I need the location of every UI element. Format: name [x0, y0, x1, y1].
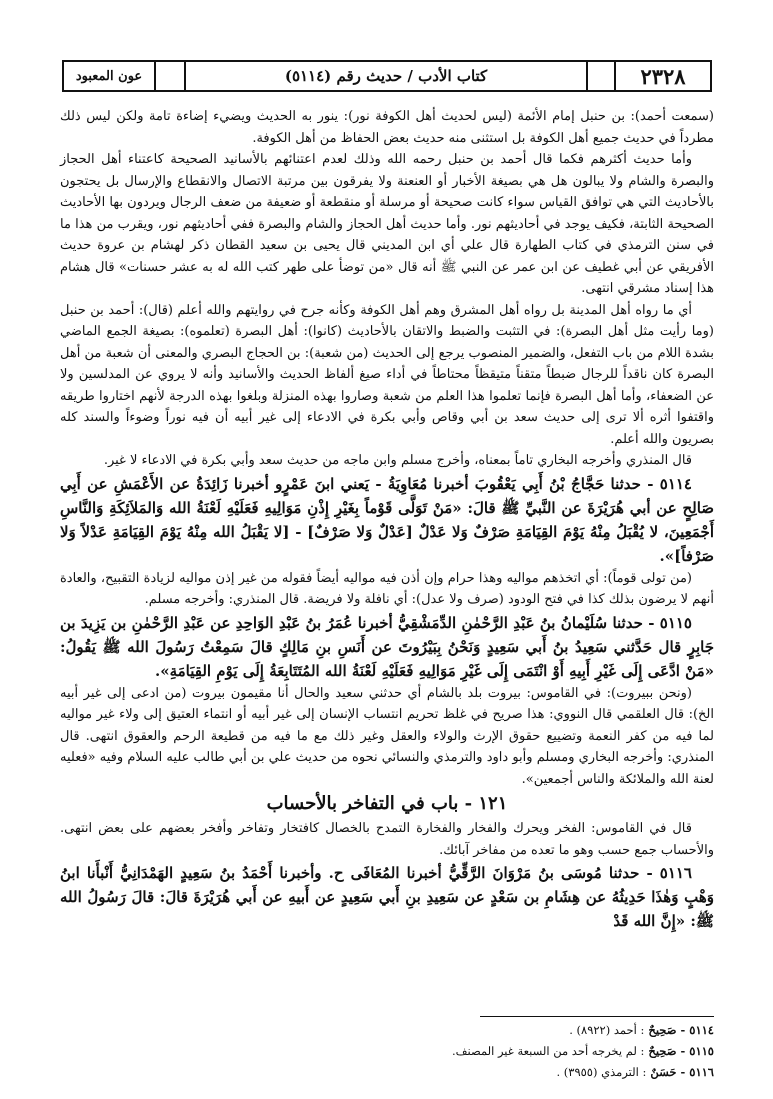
footnote-text: : لم يخرجه أحد من السبعة غير المصنف.	[451, 1044, 645, 1058]
hadith-5115: ٥١١٥ - حدثنا سُلَيْمانُ بنُ عَبْدِ الرَّحْمٰنِ الدِّمَشْقِيُّ أخبرنا عُمَرُ بنُ عَبْدِ الوَاحِدِ عن عَبْدِ الرَّحْمٰنِ بن يَزِيدَ بن جَابِرٍ قال حَدَّثني سَعِيدُ بنُ أَبي سَعِيدٍ وَنَحْنُ بِبَيْرُوتَ عن أَنَسِ بنِ مَالِكٍ قالَ سَمِعْتُ رَسُولَ الله ﷺ يَقُولُ: «مَنْ ادَّعَى إِلَى غَيْرِ أَبِيهِ أَوْ انْتَمَى إِلَى غَيْرِ مَوَالِيهِ فَعَلَيْهِ لَعْنَةُ الله المُتَتَابِعَةُ إِلَى يَوْمِ القِيَامَةِ».	[60, 613, 714, 680]
header-title: كتاب الأدب / حديث رقم (٥١١٤)	[184, 62, 586, 90]
footnote	[60, 1062, 714, 1083]
paragraph: وأما حديث أكثرهم فكما قال أحمد بن حنبل رحمه الله وذلك لعدم اعتنائهم بالأسانيد الصحيحة كاعتناء أهل الحجاز والبصرة والشام ولا يبالون هل هي بصيغة الأخبار أو العنعنة ولا يفرقون بين مرتبة الاتصال والانقطاع والإرسال بل يحتجون بالأحاديث التي هي توافق القياس سواء كانت صحيحة أو مرسلة أو منقطعة أو ضعيفة من ضعف الرجال ويردون بها الأحاديث الصحيحة الثابتة، فكيف يوجد في أحاديثهم نور. وأما حديث أهل الحجاز والشام والبصرة ففي أحاديثهم نور، ويقرب من هذا ما في سنن الترمذي في كتاب الطهارة قال علي أي ابن المديني قال يحيى بن سعيد القطان ذكر لهشام بن عروة حديث الأفريقي عن أبي غطيف عن ابن عمر عن النبي ﷺ أنه قال «من توضأ على طهر كتب الله له به عشر حسنات» قال هشام هذا إسناد مشرقي انتهى.	[60, 152, 714, 296]
footnote	[60, 1041, 714, 1062]
paragraph: (سمعت أحمد): بن حنبل إمام الأئمة (ليس لحديث أهل الكوفة نور): ينور به الحديث ويضيء إضاءة تامة ولكن ليس ذلك مطرداً في حديث جميع أهل الكوفة بل استثنى منه حديث بعض الحفاظ من أهل الكوفة.	[60, 109, 714, 146]
page-header	[62, 60, 712, 92]
hadith-5114: ٥١١٤ - حدثنا حَجَّاجُ بْنُ أَبِي يَعْقُوبَ أخبرنا مُعَاوِيَةُ - يَعني ابنَ عَمْرٍو أخبرنا زَائِدَةُ عن الأَعْمَشِ عن أَبِي صَالِحٍ عن أبي هُرَيْرَةَ عن النَّبيِّ ﷺ قالَ: «مَنْ تَوَلَّى قَوْماً بِغَيْرِ إِذْنِ مَوَالِيهِ فَعَلَيْهِ لَعْنَةُ الله وَالمَلاَئِكَةِ وَالنَّاسِ أَجْمَعِينَ، لا يُقْبَلُ مِنْهُ يَوْمَ القِيَامَةِ صَرْفٌ وَلا عَدْلٌ [عَدْلٌ وَلا صَرْفٌ] - [لا يَقْبَلُ الله مِنْهُ يَوْمَ القِيَامَةِ عَدْلاً وَلا صَرْفاً]».	[60, 474, 714, 565]
footnote-text: : أحمد (٨٩٢٢) .	[569, 1023, 645, 1037]
footnote	[60, 1020, 714, 1041]
footnotes	[60, 1020, 714, 1083]
footnote-number: ٥١١٦ -	[680, 1065, 714, 1079]
page-body	[60, 106, 714, 933]
footnote-divider	[480, 1016, 714, 1017]
header-divider	[586, 62, 614, 90]
chapter-title: ١٢١ - باب في التفاخر بالأحساب	[266, 793, 508, 814]
commentary-5115: (ونحن ببيروت): في القاموس: بيروت بلد بالشام أي حدثني سعيد والحال أنا مقيمون بيروت (من ادعى إلى غير أبيه الخ): قال العلقمي قال النووي: هذا صريح في غلظ تحريم انتساب الإنسان إلى غير أبيه أو انتماء العتيق إلى ولاء غير مواليه لما فيه من كفر النعمة وتضييع حقوق الإرث والولاء والعقل وغير ذلك مع ما فيه من قطيعة الرحم والعقوق انتهى. قال المنذري: وأخرجه البخاري ومسلم وأبو داود والترمذي والنسائي نحوه من حديث علي بن أبي طالب عليه السلام وفيه «فعليه لعنة الله والملائكة والناس أجمعين».	[60, 685, 714, 787]
footnote-number: ٥١١٤ -	[680, 1023, 714, 1037]
book-title: عون المعبود	[75, 68, 143, 84]
paragraph: قال المنذري وأخرجه البخاري تاماً بمعناه، وأخرج مسلم وابن ماجه من حديث سعد وأبي بكرة في الادعاء لا غير.	[103, 453, 692, 468]
chapter-commentary: قال في القاموس: الفخر ويحرك والفخار والفخارة التمدح بالخصال كافتخار وتفاخر وأفخر بعضهم على بعض انتهى. والأحساب جمع حسب وهو ما تعده من مفاخر آبائك.	[60, 821, 714, 858]
commentary-5114: (من تولى قوماً): أي اتخذهم مواليه وهذا حرام وإن أذن فيه مواليه أيضاً فقوله من غير إذن مواليه لزيادة التقبيح، والعادة أنهم لا يرضون بذلك كذا في فتح الودود (صرف ولا عدل): أي نافلة ولا فريضة. قال المنذري: وأخرجه مسلم.	[60, 570, 714, 607]
paragraph: أي ما رواه أهل المدينة بل رواه أهل المشرق وهم أهل الكوفة وكأنه جرح في روايتهم والله أعلم (قال): أحمد بن حنبل (وما رأيت مثل أهل البصرة): في التثبت والضبط والاتقان بالأحاديث (كانوا): أهل البصرة (تعلموه): بصيغة الجمع الماضي بشدة اللام من باب التفعل، والضمير المنصوب يرجع إلى الحديث (من شعبة): بن الحجاج البصري والمعنى أن شعبة من أهل البصرة كان ناقداً للرجال ضبطاً متقناً متيقظاً محتاطاً في أداء صيغ ألفاظ الحديث والأسانيد وأنه لا يروي عن المدلسين ولا عن الضعفاء، وأما أهل البصرة فإنما تعلموا هذا العلم من شعبة وصاروا بهذه المنزلة وبلغوا بهذه الدرجة لأنهم اختاروا طريقه واقتفوا أثره ألا ترى إلى حديث سعد بن أبي وقاص وأبي بكرة في الادعاء إلى غير أبيه أن فيه نوراً وضوءاً والسند كله بصريون والله أعلم.	[60, 302, 714, 447]
footnote-text: : الترمذي (٣٩٥٥) .	[556, 1065, 647, 1079]
footnote-grade: حَسَنٌ	[650, 1065, 677, 1079]
footnote-number: ٥١١٥ -	[680, 1044, 714, 1058]
page-number: ٢٣٢٨	[614, 62, 710, 90]
footnote-grade: صَحِيحٌ	[648, 1044, 677, 1058]
header-divider	[154, 62, 184, 90]
hadith-5116: ٥١١٦ - حدثنا مُوسَى بنُ مَرْوَانَ الرَّقِّيُّ أخبرنا المُعَافَى ح. وأخبرنا أَحْمَدُ بنُ سَعِيدٍ الهَمْدَانِيُّ أَنْبأَنا ابنُ وَهْبٍ وَهٰذَا حَدِيثُهُ عن هِشَامِ بن سَعْدٍ عن سَعِيدِ بنِ أَبي سَعِيدٍ عن أَبيهِ عن أَبي هُرَيْرَةَ قالَ: قالَ رَسُولُ الله ﷺ: «إِنَّ الله قَدْ	[60, 864, 714, 930]
footnote-grade: صَحِيحٌ	[648, 1023, 677, 1037]
